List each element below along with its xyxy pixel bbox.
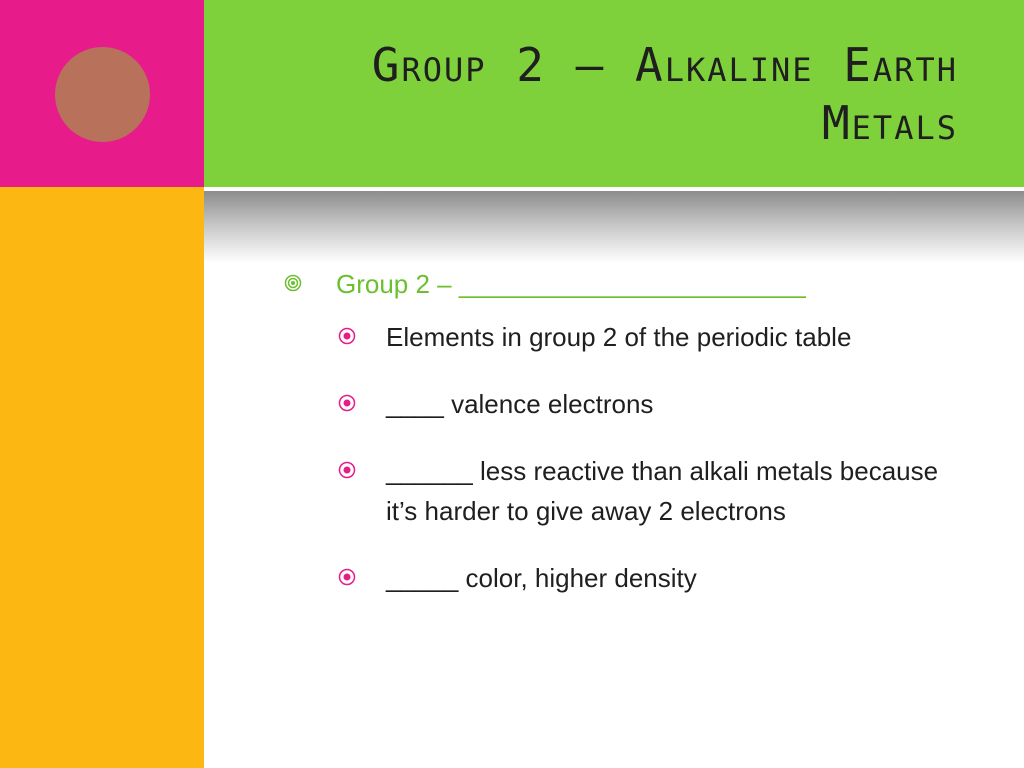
sub-bullet (334, 558, 970, 598)
main-bullet (280, 265, 970, 303)
circle-dot-bullet-icon (338, 568, 356, 586)
orange-side-bar (0, 187, 204, 768)
sub-bullet (334, 451, 970, 531)
title-line-2: Metals (821, 96, 958, 150)
decorative-circle (55, 47, 150, 142)
bullet-content (280, 263, 970, 625)
circle-dot-bullet-icon (338, 394, 356, 412)
circle-dot-bullet-icon (338, 327, 356, 345)
sub-bullet (334, 317, 970, 357)
title-line-1: Group 2 – Alkaline Earth (371, 38, 958, 92)
sub-bullet-text: ______ less reactive than alkali metals because it’s harder to give away 2 electrons (386, 456, 939, 526)
sub-bullet-text: ____ valence electrons (386, 389, 654, 419)
double-circle-bullet-icon (284, 274, 302, 292)
sub-bullet-text: _____ color, higher density (386, 563, 697, 593)
circle-dot-bullet-icon (338, 461, 356, 479)
shadow-gradient (204, 191, 1024, 263)
sub-bullet (334, 384, 970, 424)
slide-title (238, 36, 958, 152)
main-bullet-text: Group 2 – ________________________ (336, 269, 806, 299)
sub-bullet-list (280, 317, 970, 598)
sub-bullet-text: Elements in group 2 of the periodic table (386, 322, 852, 352)
